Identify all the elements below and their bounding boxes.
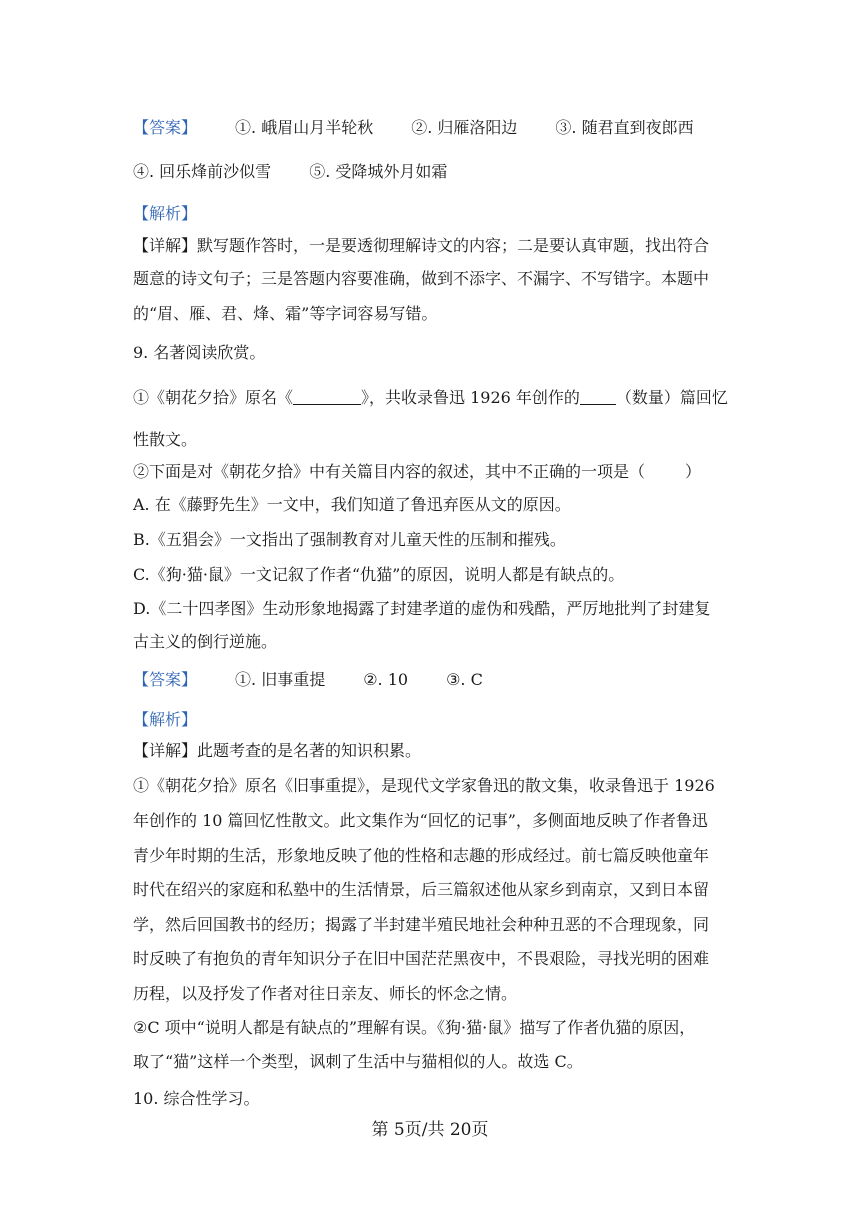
q9-detail-line-8: 历程，以及抒发了作者对往日亲友、师长的怀念之情。: [133, 984, 518, 1003]
q8-answer-line-2: [133, 162, 733, 182]
q9-option-a: A. 在《藤野先生》一文中，我们知道了鲁迅弃医从文的原因。: [133, 495, 571, 514]
q9-sub1-line-2: 性散文。: [133, 430, 198, 449]
q8-answer-1: ①. 峨眉山月半轮秋: [235, 118, 374, 137]
q9-sub1-line-1: [133, 388, 733, 408]
q9-detail-line-3: 年创作的 10 篇回忆性散文。此文集作为“回忆的记事”，多侧面地反映了作者鲁迅: [133, 811, 708, 830]
q9-detail-line-5: 时代在绍兴的家庭和私塾中的生活情景，后三篇叙述他从家乡到南京，又到日本留: [133, 880, 710, 899]
q10-title: 10. 综合性学习。: [133, 1089, 260, 1108]
q9-detail-line-2: ①《朝花夕拾》原名《旧事重提》，是现代文学家鲁迅的散文集，收录鲁迅于 1926: [133, 776, 715, 795]
q9-answer-line: [133, 670, 733, 690]
q8-detail-line-3: 的“眉、雁、君、烽、霜”等字词容易写错。: [133, 304, 438, 323]
q8-detail-line-2: 题意的诗文句子；三是答题内容要准确，做到不添字、不漏字、不写错字。本题中: [133, 269, 710, 288]
q8-answer-4: ④. 回乐烽前沙似雪: [133, 162, 272, 181]
answer-tag: 【答案】: [133, 118, 198, 137]
blank-line: [580, 388, 616, 405]
q9-answer-3: ③. C: [446, 670, 483, 689]
q8-detail-line-1: 【详解】默写题作答时，一是要透彻理解诗文的内容；二是要认真审题，找出符合: [133, 236, 710, 255]
q9-detail-line-1: 【详解】此题考查的是名著的知识积累。: [133, 741, 422, 760]
q8-answer-line-1: [133, 118, 733, 138]
q9-detail-line-7: 时反映了有抱负的青年知识分子在旧中国茫茫黑夜中，不畏艰险，寻找光明的困难: [133, 949, 710, 968]
q9-detail-line-9: ②C 项中“说明人都是有缺点的”理解有误。《狗·猫·鼠》描写了作者仇猫的原因，: [133, 1018, 696, 1037]
q9-option-c: C.《狗·猫·鼠》一文记叙了作者“仇猫”的原因，说明人都是有缺点的。: [133, 565, 625, 584]
q9-sub2-line: [133, 462, 733, 482]
q9-title: 9. 名著阅读欣赏。: [133, 343, 266, 362]
page-number-footer: 第 5页/共 20页: [371, 1120, 489, 1140]
q9-option-d-line-2: 古主义的倒行逆施。: [133, 632, 278, 651]
q9-detail-line-6: 学，然后回国教书的经历；揭露了半封建半殖民地社会种种丑恶的不合理现象，同: [133, 915, 710, 934]
q9-sub1-part2: 》，共收录鲁迅 1926 年创作的: [361, 388, 580, 407]
q9-sub2-close: ）: [685, 462, 702, 481]
q8-analysis-tag: 【解析】: [133, 204, 198, 223]
q9-analysis-tag: 【解析】: [133, 710, 198, 729]
answer-tag: 【答案】: [133, 670, 198, 689]
q9-option-d-line-1: D.《二十四孝图》生动形象地揭露了封建孝道的虚伪和残酷，严厉地批判了封建复: [133, 599, 711, 618]
blank-line: [293, 388, 361, 405]
q9-answer-1: ①. 旧事重提: [235, 670, 326, 689]
q9-sub1-part3: （数量）篇回忆: [615, 388, 728, 407]
q9-detail-line-4: 青少年时期的生活，形象地反映了他的性格和志趣的形成经过。前七篇反映他童年: [133, 846, 710, 865]
q9-sub2-text: ②下面是对《朝花夕拾》中有关篇目内容的叙述，其中不正确的一项是（: [133, 462, 646, 481]
q9-option-b: B.《五猖会》一文指出了强制教育对儿童天性的压制和摧残。: [133, 530, 566, 549]
q9-detail-line-10: 取了“猫”这样一个类型，讽刺了生活中与猫相似的人。故选 C。: [133, 1052, 583, 1071]
q8-answer-3: ③. 随君直到夜郎西: [555, 118, 694, 137]
q9-answer-2: ②. 10: [363, 670, 409, 689]
q8-answer-2: ②. 归雁洛阳边: [411, 118, 518, 137]
q9-sub1-part1: ①《朝花夕拾》原名《: [133, 388, 294, 407]
q8-answer-5: ⑤. 受降城外月如霜: [309, 162, 448, 181]
